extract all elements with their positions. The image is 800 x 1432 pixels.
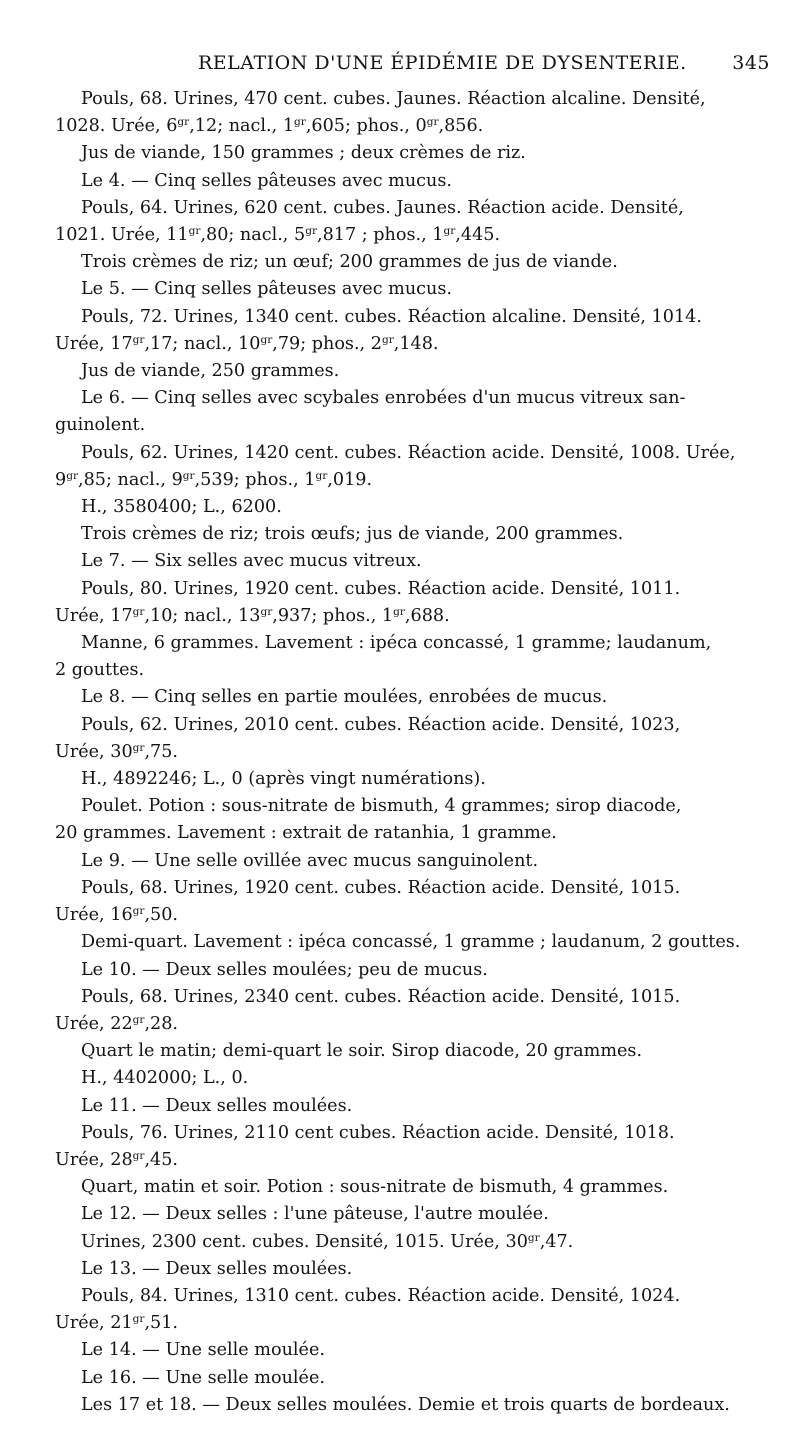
text-line: 1028. Urée, $6^{gr},12$; nacl., $1^{gr},605$; phos., $0^{gr},856$.: [55, 116, 484, 137]
text-line: Pouls, 62. Urines, 1420 cent. cubes. Réaction acide. Densité, 1008. Urée,: [81, 442, 736, 463]
text-line: Pouls, 84. Urines, 1310 cent. cubes. Réaction acide. Densité, 1024.: [81, 1285, 681, 1306]
text-line: Le 4. — Cinq selles pâteuses avec mucus.: [81, 170, 452, 191]
body-text: [55, 86, 770, 1419]
text-line: Pouls, 72. Urines, 1340 cent. cubes. Réaction alcaline. Densité, 1014.: [81, 306, 702, 327]
text-line: Le 16. — Une selle moulée.: [81, 1367, 325, 1388]
text-line: Urée, $21^{gr},51$.: [55, 1313, 179, 1334]
text-line: guinolent.: [55, 415, 146, 436]
text-line: 2 gouttes.: [55, 660, 145, 681]
running-title: RELATION D'UNE ÉPIDÉMIE DE DYSENTERIE.: [198, 52, 687, 74]
text-line: Pouls, 62. Urines, 2010 cent. cubes. Réaction acide. Densité, 1023,: [81, 714, 681, 735]
text-line: Pouls, 68. Urines, 470 cent. cubes. Jaunes. Réaction alcaline. Densité,: [81, 89, 706, 109]
text-line: Trois crèmes de riz; un œuf; 200 grammes de jus de viande.: [81, 252, 618, 273]
text-line: Le 7. — Six selles avec mucus vitreux.: [81, 551, 422, 572]
text-line: Pouls, 64. Urines, 620 cent. cubes. Jaunes. Réaction acide. Densité,: [81, 197, 684, 218]
text-line: H., 3580400; L., 6200.: [81, 497, 282, 518]
text-line: Jus de viande, 150 grammes ; deux crèmes de riz.: [81, 143, 526, 164]
text-line: Urée, $17^{gr},17$; nacl., $10^{gr},79$; phos., $2^{gr},148$.: [55, 333, 439, 354]
text-line: Le 12. — Deux selles : l'une pâteuse, l'autre moulée.: [81, 1204, 549, 1225]
text-line: Manne, 6 grammes. Lavement : ipéca concassé, 1 gramme; laudanum,: [81, 633, 712, 654]
text-line: Le 11. — Deux selles moulées.: [81, 1095, 353, 1116]
text-line: Demi-quart. Lavement : ipéca concassé, 1 gramme ; laudanum, 2 gouttes.: [81, 932, 741, 953]
text-line: Urée, $30^{gr},75$.: [55, 741, 179, 762]
text-line: $9^{gr},85$; nacl., $9^{gr},539$; phos., $1^{gr},019$.: [55, 469, 373, 490]
text-line: H., 4402000; L., 0.: [81, 1068, 249, 1089]
text-line: Quart, matin et soir. Potion : sous-nitrate de bismuth, 4 grammes.: [81, 1177, 669, 1198]
text-line: H., 4892246; L., 0 (après vingt numérations).: [81, 769, 486, 790]
text-line: Le 6. — Cinq selles avec scybales enrobées d'un mucus vitreux san-: [81, 388, 686, 409]
text-line: Urée, $16^{gr},50$.: [55, 905, 179, 926]
page-number: 345: [732, 52, 770, 74]
text-line: Pouls, 68. Urines, 2340 cent. cubes. Réaction acide. Densité, 1015.: [81, 986, 681, 1007]
text-line: Trois crèmes de riz; trois œufs; jus de viande, 200 grammes.: [81, 524, 624, 545]
text-line: Le 10. — Deux selles moulées; peu de mucus.: [81, 959, 488, 980]
text-line: Le 5. — Cinq selles pâteuses avec mucus.: [81, 279, 452, 300]
text-line: 20 grammes. Lavement : extrait de ratanhia, 1 gramme.: [55, 823, 557, 844]
text-line: Pouls, 68. Urines, 1920 cent. cubes. Réaction acide. Densité, 1015.: [81, 877, 681, 898]
text-line: Le 8. — Cinq selles en partie moulées, enrobées de mucus.: [81, 687, 608, 708]
text-line: Quart le matin; demi-quart le soir. Sirop diacode, 20 grammes.: [81, 1041, 643, 1062]
text-line: Le 14. — Une selle moulée.: [81, 1340, 325, 1361]
text-line: Le 13. — Deux selles moulées.: [81, 1258, 353, 1279]
text-line: Le 9. — Une selle ovillée avec mucus sanguinolent.: [81, 850, 539, 871]
page-header: [80, 52, 770, 82]
text-line: Poulet. Potion : sous-nitrate de bismuth, 4 grammes; sirop diacode,: [81, 796, 682, 817]
text-line: Pouls, 80. Urines, 1920 cent. cubes. Réaction acide. Densité, 1011.: [81, 578, 681, 599]
text-line: Les 17 et 18. — Deux selles moulées. Demie et trois quarts de bordeaux.: [81, 1394, 730, 1415]
text-line: Urée, $28^{gr},45$.: [55, 1149, 179, 1170]
text-line: Pouls, 76. Urines, 2110 cent cubes. Réaction acide. Densité, 1018.: [81, 1122, 675, 1143]
text-line: Urée, $22^{gr},28$.: [55, 1013, 179, 1034]
text-line: 1021. Urée, $11^{gr},80$; nacl., $5^{gr},817$ ; phos., $1^{gr},445$.: [55, 225, 501, 246]
text-line: Urines, 2300 cent. cubes. Densité, 1015. Urée, $30^{gr},47$.: [81, 1231, 574, 1252]
text-line: Jus de viande, 250 grammes.: [81, 361, 340, 382]
text-line: Urée, $17^{gr},10$; nacl., $13^{gr},937$; phos., $1^{gr},688$.: [55, 605, 450, 626]
